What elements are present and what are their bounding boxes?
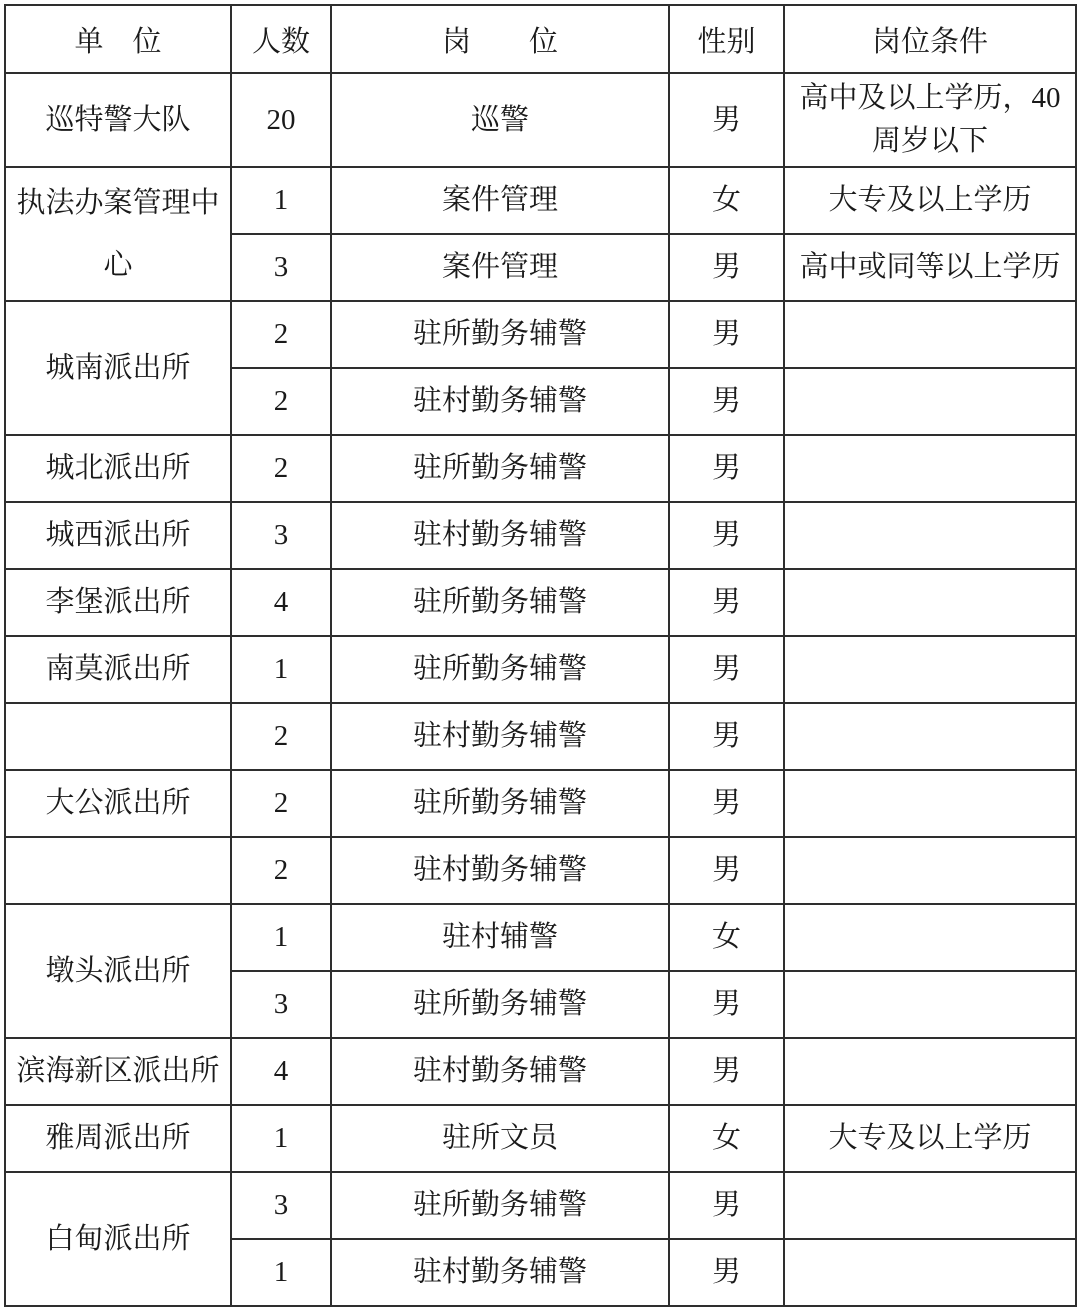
- table-row: [5, 837, 1076, 904]
- unit-cell: 巡特警大队: [5, 73, 231, 167]
- count-cell: 1: [231, 1239, 331, 1306]
- table-row: [5, 1172, 1076, 1239]
- condition-cell: [784, 1172, 1076, 1239]
- table-row: [5, 301, 1076, 368]
- position-cell: 巡警: [331, 73, 669, 167]
- table-row: [5, 703, 1076, 770]
- gender-cell: 男: [669, 703, 784, 770]
- gender-cell: 男: [669, 636, 784, 703]
- condition-cell: [784, 502, 1076, 569]
- column-header-unit: 单 位: [5, 5, 231, 73]
- count-cell: 2: [231, 837, 331, 904]
- condition-cell: [784, 703, 1076, 770]
- recruitment-table: [4, 4, 1077, 1307]
- condition-cell: [784, 636, 1076, 703]
- count-cell: 1: [231, 1105, 331, 1172]
- count-cell: 3: [231, 502, 331, 569]
- condition-cell: [784, 301, 1076, 368]
- gender-cell: 男: [669, 1038, 784, 1105]
- table-row: [5, 502, 1076, 569]
- gender-cell: 男: [669, 837, 784, 904]
- table-row: [5, 770, 1076, 837]
- condition-cell: 高中及以上学历，40周岁以下: [784, 73, 1076, 167]
- condition-cell: [784, 569, 1076, 636]
- column-header-count: 人数: [231, 5, 331, 73]
- count-cell: 4: [231, 1038, 331, 1105]
- count-cell: 20: [231, 73, 331, 167]
- table-row: [5, 636, 1076, 703]
- condition-cell: [784, 837, 1076, 904]
- count-cell: 3: [231, 234, 331, 301]
- unit-cell: 南莫派出所: [5, 636, 231, 703]
- position-cell: 驻所勤务辅警: [331, 770, 669, 837]
- unit-cell: 城西派出所: [5, 502, 231, 569]
- gender-cell: 男: [669, 234, 784, 301]
- unit-cell: 白甸派出所: [5, 1172, 231, 1306]
- position-cell: 驻所勤务辅警: [331, 1172, 669, 1239]
- gender-cell: 男: [669, 569, 784, 636]
- position-cell: 驻所勤务辅警: [331, 435, 669, 502]
- table-row: [5, 435, 1076, 502]
- table-row: [5, 904, 1076, 971]
- gender-cell: 男: [669, 502, 784, 569]
- position-cell: 驻村勤务辅警: [331, 837, 669, 904]
- condition-cell: [784, 435, 1076, 502]
- gender-cell: 男: [669, 368, 784, 435]
- condition-cell: [784, 368, 1076, 435]
- position-cell: 驻所勤务辅警: [331, 301, 669, 368]
- condition-cell: [784, 770, 1076, 837]
- gender-cell: 女: [669, 904, 784, 971]
- position-cell: 驻村勤务辅警: [331, 1239, 669, 1306]
- count-cell: 1: [231, 167, 331, 234]
- unit-cell: 滨海新区派出所: [5, 1038, 231, 1105]
- condition-cell: [784, 904, 1076, 971]
- unit-cell: 李堡派出所: [5, 569, 231, 636]
- count-cell: 1: [231, 636, 331, 703]
- condition-cell: [784, 1038, 1076, 1105]
- position-cell: 驻村勤务辅警: [331, 368, 669, 435]
- table-row: [5, 73, 1076, 167]
- gender-cell: 男: [669, 1172, 784, 1239]
- column-header-condition: 岗位条件: [784, 5, 1076, 73]
- column-header-position: 岗 位: [331, 5, 669, 73]
- gender-cell: 男: [669, 435, 784, 502]
- unit-cell: 雅周派出所: [5, 1105, 231, 1172]
- table-row: [5, 1105, 1076, 1172]
- count-cell: 1: [231, 904, 331, 971]
- table-row: [5, 167, 1076, 234]
- position-cell: 驻所文员: [331, 1105, 669, 1172]
- position-cell: 驻村辅警: [331, 904, 669, 971]
- condition-cell: [784, 971, 1076, 1038]
- gender-cell: 男: [669, 1239, 784, 1306]
- unit-cell: [5, 837, 231, 904]
- condition-cell: 大专及以上学历: [784, 1105, 1076, 1172]
- gender-cell: 女: [669, 1105, 784, 1172]
- condition-cell: 大专及以上学历: [784, 167, 1076, 234]
- count-cell: 2: [231, 368, 331, 435]
- position-cell: 案件管理: [331, 167, 669, 234]
- position-cell: 驻所勤务辅警: [331, 971, 669, 1038]
- position-cell: 驻所勤务辅警: [331, 569, 669, 636]
- column-header-gender: 性别: [669, 5, 784, 73]
- count-cell: 2: [231, 770, 331, 837]
- count-cell: 3: [231, 971, 331, 1038]
- table-row: [5, 569, 1076, 636]
- gender-cell: 男: [669, 73, 784, 167]
- condition-cell: [784, 1239, 1076, 1306]
- count-cell: 3: [231, 1172, 331, 1239]
- unit-cell: 城南派出所: [5, 301, 231, 435]
- position-cell: 案件管理: [331, 234, 669, 301]
- unit-cell: 大公派出所: [5, 770, 231, 837]
- count-cell: 4: [231, 569, 331, 636]
- position-cell: 驻村勤务辅警: [331, 502, 669, 569]
- header-row: [5, 5, 1076, 73]
- count-cell: 2: [231, 703, 331, 770]
- position-cell: 驻所勤务辅警: [331, 636, 669, 703]
- count-cell: 2: [231, 435, 331, 502]
- count-cell: 2: [231, 301, 331, 368]
- gender-cell: 男: [669, 971, 784, 1038]
- table-row: [5, 1038, 1076, 1105]
- unit-cell: 执法办案管理中心: [5, 167, 231, 301]
- position-cell: 驻村勤务辅警: [331, 703, 669, 770]
- gender-cell: 男: [669, 770, 784, 837]
- unit-cell: [5, 703, 231, 770]
- gender-cell: 女: [669, 167, 784, 234]
- position-cell: 驻村勤务辅警: [331, 1038, 669, 1105]
- condition-cell: 高中或同等以上学历: [784, 234, 1076, 301]
- unit-cell: 墩头派出所: [5, 904, 231, 1038]
- unit-cell: 城北派出所: [5, 435, 231, 502]
- gender-cell: 男: [669, 301, 784, 368]
